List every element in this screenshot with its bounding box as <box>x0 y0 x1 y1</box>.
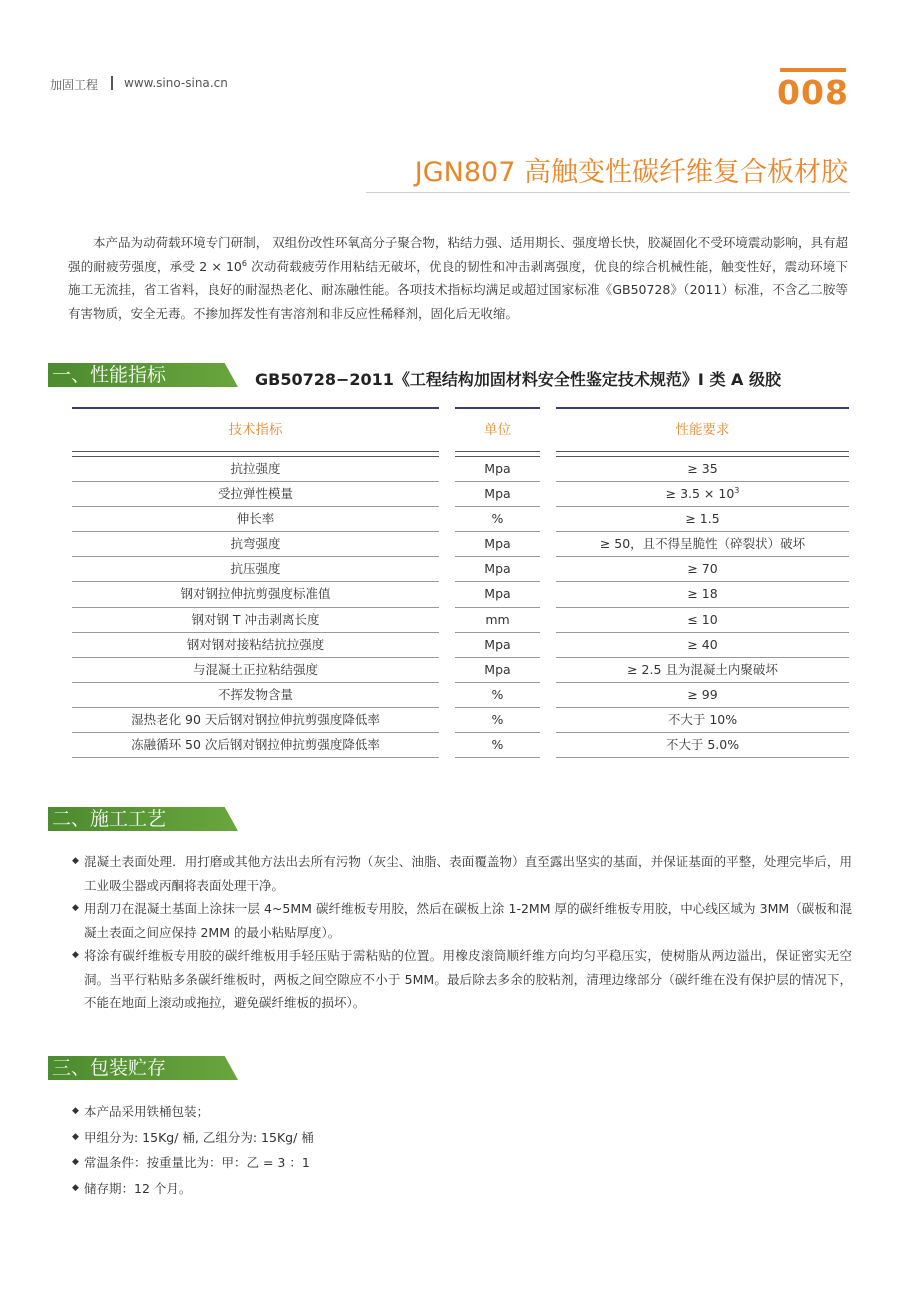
table-cell-unit <box>455 532 540 557</box>
table-cell-unit-text: % <box>491 711 504 727</box>
table-cell-unit <box>455 482 540 507</box>
table-cell-item <box>72 608 439 633</box>
table-cell-item <box>72 482 439 507</box>
list-item <box>72 1150 852 1176</box>
table-cell-requirement <box>556 733 849 758</box>
table-cell-item <box>72 507 439 532</box>
page-number: 008 <box>777 73 849 112</box>
list-item-text: 用刮刀在混凝土基面上涂抹一层 4~5MM 碳纤维板专用胶，然后在碳板上涂 1-2MM 厚的碳纤维板专用胶，中心线区域为 3MM（碳板和混凝土表面之间应保持 2MM 的最小粘贴厚度）。 <box>84 901 852 940</box>
storage-list <box>72 1099 852 1201</box>
table-cell-item <box>72 658 439 683</box>
table-cell-requirement <box>556 482 849 507</box>
bullet-icon: ◆ <box>72 1157 79 1167</box>
table-cell-unit-text: Mpa <box>484 586 511 602</box>
table-cell-item <box>72 532 439 557</box>
table-cell-item-text: 抗压强度 <box>230 561 281 577</box>
intro-paragraph <box>68 231 848 325</box>
table-cell-unit <box>455 658 540 683</box>
standard-heading: GB50728−2011《工程结构加固材料安全性鉴定技术规范》I 类 A 级胶 <box>255 370 781 389</box>
table-cell-unit-text: % <box>491 686 504 702</box>
table-cell-requirement <box>556 557 849 582</box>
requirement-exponent: 3 <box>734 485 740 495</box>
table-cell-item <box>72 683 439 708</box>
table-cell-requirement-text: ≥ 35 <box>687 461 718 476</box>
table-cell-item <box>72 633 439 658</box>
table-cell-item <box>72 457 439 482</box>
table-cell-requirement-text: ≥ 70 <box>687 561 718 577</box>
table-cell-unit-text: Mpa <box>484 461 511 476</box>
table-cell-requirement-text: ≥ 50，且不得呈脆性（碎裂状）破坏 <box>599 536 806 552</box>
table-cell-unit <box>455 507 540 532</box>
table-cell-requirement <box>556 507 849 532</box>
section-label-construction: 二、施工工艺 <box>52 808 167 830</box>
table-cell-requirement <box>556 683 849 708</box>
table-cell-item-text: 钢对钢拉伸抗剪强度标准值 <box>180 586 331 602</box>
table-cell-item <box>72 708 439 733</box>
table-cell-unit-text: Mpa <box>484 536 511 552</box>
header-company: 加固工程 <box>50 78 99 92</box>
table-cell-unit-text: Mpa <box>484 486 511 502</box>
table-cell-item-text: 抗弯强度 <box>230 536 281 552</box>
construction-steps <box>72 850 852 1015</box>
list-item-text: 甲组分为: 15Kg/ 桶, 乙组分为: 15Kg/ 桶 <box>84 1129 314 1145</box>
table-cell-requirement-text: ≥ 18 <box>687 586 718 602</box>
list-item-text: 储存期：12 个月。 <box>84 1180 192 1196</box>
list-item <box>72 1125 852 1151</box>
bullet-icon: ◆ <box>72 856 79 866</box>
list-item-text: 混凝土表面处理．用打磨或其他方法出去所有污物（灰尘、油脂、表面覆盖物）直至露出坚实的基面，并保证基面的平整，处理完毕后，用工业吸尘器或丙酮将表面处理干净。 <box>84 854 852 893</box>
table-column-unit <box>455 407 540 758</box>
table-cell-unit <box>455 708 540 733</box>
table-cell-item-text: 钢对钢对接粘结抗拉强度 <box>186 636 325 652</box>
table-cell-item-text: 伸长率 <box>236 511 275 527</box>
table-header-unit: 单位 <box>455 409 540 452</box>
list-item-text: 将涂有碳纤维板专用胶的碳纤维板用手轻压贴于需粘贴的位置。用橡皮滚筒顺纤维方向均匀平稳压实，使树脂从两边溢出，保证密实无空洞。当平行粘贴多条碳纤维板时，两板之间空隙应不小于 5MM。最后除去多余的胶粘剂，清理边缘部分（碳纤维在没有保护层的情况下，不能在地面上滚动或拖拉，避免碳纤维板的损坏）。 <box>84 948 852 1010</box>
table-cell-unit-text: % <box>491 737 504 753</box>
intro-exponent: 6 <box>241 258 247 268</box>
table-cell-requirement-text: ≥ 2.5 且为混凝土内聚破坏 <box>627 661 778 677</box>
table-cell-requirement-text: ≤ 10 <box>687 611 718 627</box>
table-cell-item <box>72 733 439 758</box>
bullet-icon: ◆ <box>72 950 79 960</box>
table-cell-item <box>72 557 439 582</box>
table-cell-item-text: 不挥发物含量 <box>217 686 293 702</box>
title-rule <box>366 192 850 193</box>
table-cell-unit <box>455 582 540 607</box>
table-cell-unit-text: Mpa <box>484 661 511 677</box>
intro-text-2: 次动荷载疲劳作用粘结无破坏，优良的韧性和冲击剥离强度，优良的综合机械性能，触变性好，震动环境下施工无流挂，省工省料，良好的耐湿热老化、耐冻融性能。各项技术指标均满足或超过国家标准《GB50728》（2011）标准，不含乙二胺等有害物质，安全无毒。不掺加挥发性有害溶剂和非反应性稀释剂，固化后无收缩。 <box>68 258 848 321</box>
table-cell-requirement <box>556 708 849 733</box>
table-column-item <box>72 407 439 758</box>
page-number-bar <box>780 68 846 72</box>
list-item <box>72 1176 852 1202</box>
table-cell-unit <box>455 557 540 582</box>
table-cell-unit <box>455 683 540 708</box>
table-cell-unit-text: % <box>491 511 504 527</box>
table-cell-requirement <box>556 633 849 658</box>
table-cell-requirement-text: 不大于 10% <box>667 711 738 727</box>
list-item <box>72 897 852 944</box>
table-header-requirement: 性能要求 <box>556 409 849 452</box>
table-cell-unit-text: Mpa <box>484 636 511 652</box>
section-label-packaging: 三、包装贮存 <box>52 1057 167 1079</box>
bullet-icon: ◆ <box>72 1131 79 1142</box>
table-cell-requirement-text: ≥ 40 <box>687 636 718 652</box>
bullet-icon: ◆ <box>72 903 79 913</box>
list-item <box>72 850 852 897</box>
table-cell-requirement <box>556 658 849 683</box>
table-cell-item <box>72 582 439 607</box>
bullet-icon: ◆ <box>72 1182 79 1193</box>
table-cell-requirement <box>556 608 849 633</box>
list-item <box>72 1099 852 1125</box>
table-cell-requirement <box>556 457 849 482</box>
table-cell-item-text: 钢对钢 T 冲击剥离长度 <box>191 611 320 627</box>
table-cell-requirement-text: ≥ 3.5 × 10 <box>665 486 735 502</box>
table-cell-requirement-text: 不大于 5.0% <box>665 737 740 753</box>
table-column-requirement <box>556 407 849 758</box>
list-item <box>72 944 852 1015</box>
table-cell-item-text: 抗拉强度 <box>230 461 281 476</box>
section-label-performance: 一、性能指标 <box>52 364 167 386</box>
bullet-icon: ◆ <box>72 1106 79 1116</box>
table-cell-requirement <box>556 532 849 557</box>
table-cell-unit <box>455 733 540 758</box>
header-url[interactable]: www.sino-sina.cn <box>124 76 228 90</box>
table-header-item: 技术指标 <box>72 409 439 452</box>
table-cell-unit <box>455 457 540 482</box>
table-cell-requirement-text: ≥ 1.5 <box>685 511 720 527</box>
table-cell-unit <box>455 633 540 658</box>
table-cell-requirement <box>556 582 849 607</box>
table-cell-unit-text: Mpa <box>484 561 511 577</box>
page-title: JGN807 高触变性碳纤维复合板材胶 <box>414 157 848 188</box>
table-cell-unit <box>455 608 540 633</box>
intro-text-1: 本产品为动荷载环境专门研制， 双组份改性环氧高分子聚合物，粘结力强、适用期长、强度增长快，胶凝固化不受环境震动影响，具有超强的耐疲劳强度，承受 2 × 10 <box>68 235 848 274</box>
table-cell-item-text: 湿热老化 90 天后钢对钢拉伸抗剪强度降低率 <box>131 711 380 727</box>
header-divider <box>111 76 113 90</box>
table-cell-item-text: 与混凝土正拉粘结强度 <box>192 661 318 677</box>
list-item-text: 本产品采用铁桶包装； <box>84 1104 210 1119</box>
table-cell-unit-text: mm <box>485 611 510 627</box>
list-item-text: 常温条件：按重量比为：甲：乙 = 3 ：1 <box>84 1155 310 1170</box>
table-cell-requirement-text: ≥ 99 <box>687 686 718 702</box>
table-cell-item-text: 受拉弹性模量 <box>217 486 293 502</box>
table-cell-item-text: 冻融循环 50 次后钢对钢拉伸抗剪强度降低率 <box>131 737 380 753</box>
